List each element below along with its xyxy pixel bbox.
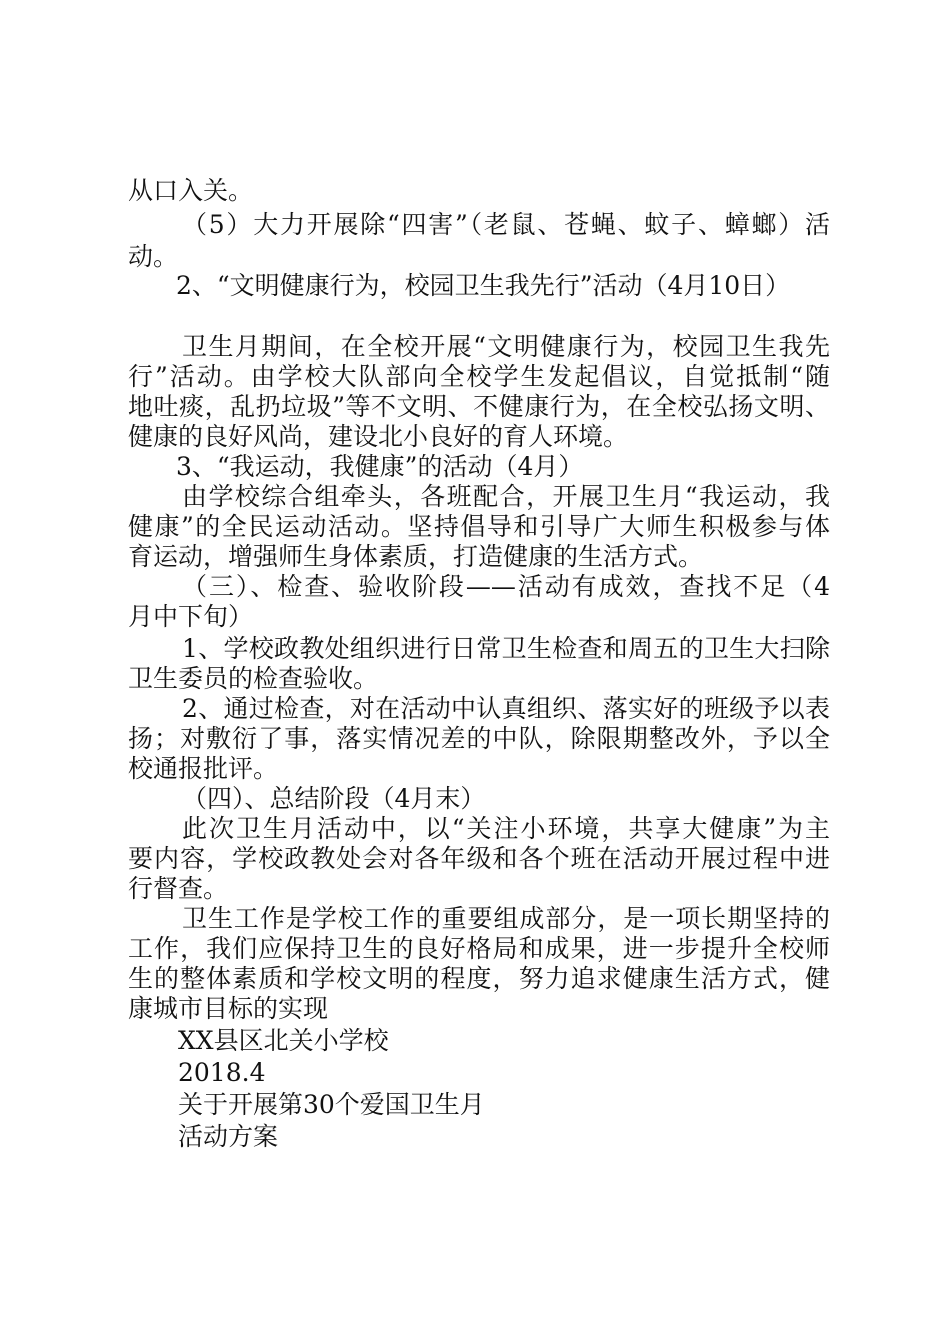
text-line: 健康”的全民运动活动。坚持倡导和引导广大师生积极参与体 bbox=[128, 512, 830, 541]
section-heading: （三）、检查、验收阶段——活动有成效，查找不足（4 bbox=[182, 572, 830, 601]
text-line: 生的整体素质和学校文明的程度，努力追求健康生活方式，健 bbox=[128, 964, 830, 993]
text-line: 扬；对敷衍了事，落实情况差的中队，除限期整改外，予以全 bbox=[128, 724, 830, 753]
text-line: 康城市目标的实现 bbox=[128, 994, 329, 1023]
text-line: 动。 bbox=[128, 242, 179, 271]
text-line: 地吐痰，乱扔垃圾”等不文明、不健康行为，在全校弘扬文明、 bbox=[128, 392, 830, 421]
text-line: 工作，我们应保持卫生的良好格局和成果，进一步提升全校师 bbox=[128, 934, 830, 963]
text-line: 育运动，增强师生身体素质，打造健康的生活方式。 bbox=[128, 542, 704, 571]
section-heading: 2、“文明健康行为，校园卫生我先行”活动（4月10日） bbox=[176, 271, 791, 300]
document-title-line: 关于开展第30个爱国卫生月 bbox=[178, 1090, 485, 1119]
text-line: 行督查。 bbox=[128, 874, 229, 903]
text-line: 1、学校政教处组织进行日常卫生检查和周五的卫生大扫除 bbox=[182, 634, 830, 663]
text-line: 卫生月期间，在全校开展“文明健康行为，校园卫生我先 bbox=[182, 332, 830, 361]
section-heading: 3、“我运动，我健康”的活动（4月） bbox=[176, 452, 584, 481]
text-line: 行”活动。由学校大队部向全校学生发起倡议，自觉抵制“随 bbox=[128, 362, 830, 391]
text-line: 健康的良好风尚，建设北小良好的育人环境。 bbox=[128, 422, 629, 451]
text-line: 月中下旬） bbox=[128, 602, 254, 631]
text-line: 此次卫生月活动中，以“关注小环境，共享大健康”为主 bbox=[182, 814, 830, 843]
text-line: 卫生委员的检查验收。 bbox=[128, 664, 379, 693]
text-line: 2、通过检查，对在活动中认真组织、落实好的班级予以表 bbox=[182, 694, 830, 723]
text-line: 校通报批评。 bbox=[128, 754, 279, 783]
signature-date: 2018.4 bbox=[178, 1058, 266, 1087]
text-line: 由学校综合组牵头，各班配合，开展卫生月“我运动，我 bbox=[182, 482, 830, 511]
signature-school: XX县区北关小学校 bbox=[178, 1026, 389, 1055]
section-heading: （四）、总结阶段（4月末） bbox=[182, 784, 486, 813]
text-line: 要内容，学校政教处会对各年级和各个班在活动开展过程中进 bbox=[128, 844, 830, 873]
text-line: （5）大力开展除“四害”（老鼠、苍蝇、蚊子、蟑螂）活 bbox=[182, 210, 830, 239]
text-line: 从口入关。 bbox=[128, 176, 254, 205]
text-line: 卫生工作是学校工作的重要组成部分，是一项长期坚持的 bbox=[182, 904, 830, 933]
document-title-line: 活动方案 bbox=[178, 1122, 279, 1151]
